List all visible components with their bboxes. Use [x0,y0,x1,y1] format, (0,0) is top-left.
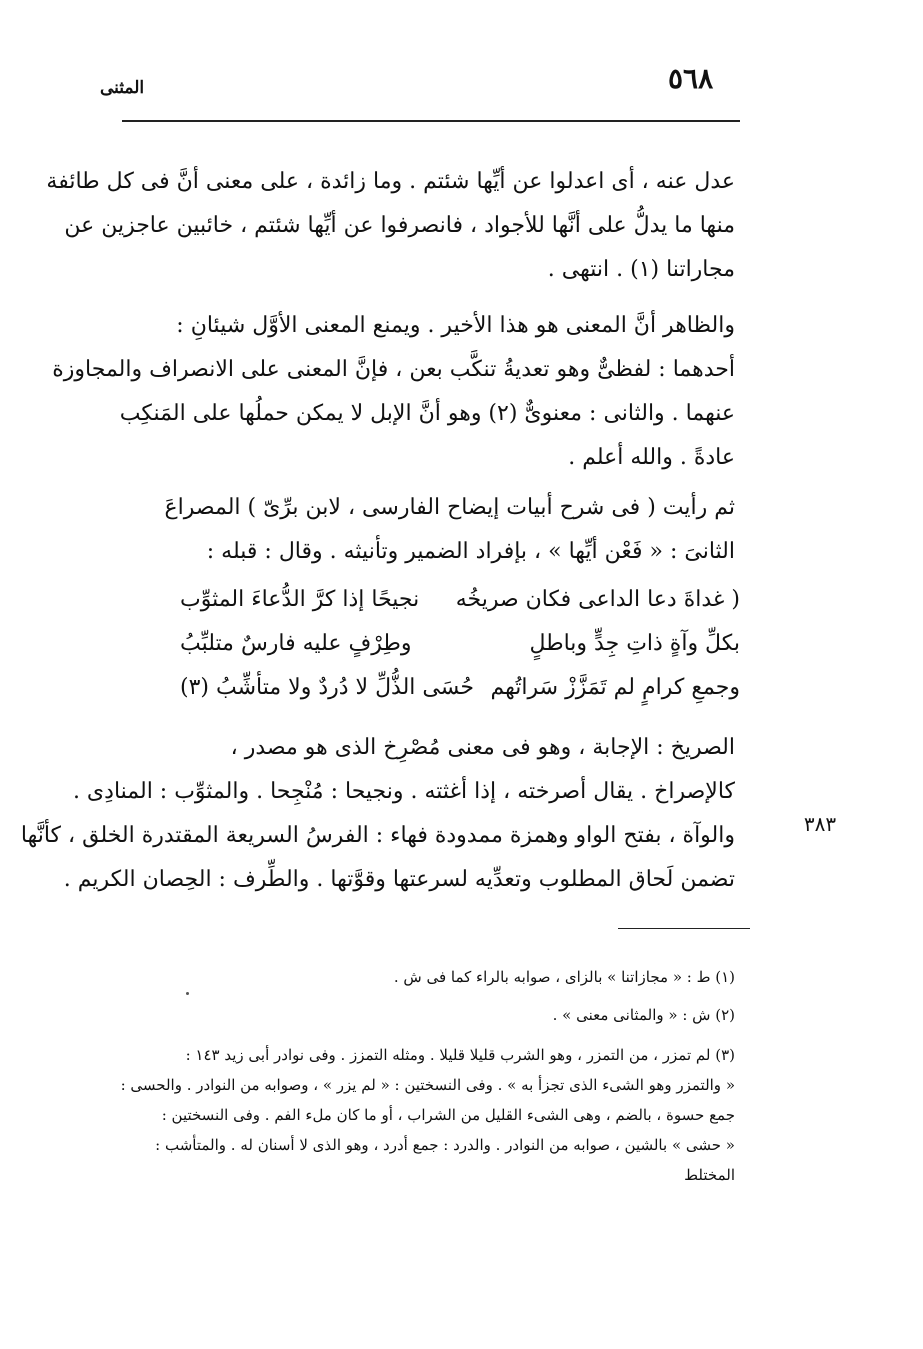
footnote-line: « حشى » بالشين ، صوابه من النوادر . والدرد : جمع أدرد ، وهو الذى لا أسنان له . والمتأشب : [155,1136,735,1154]
text-line: منها ما يدلُّ على أنَّها للأجواد ، فانصرفوا عن أيِّها شئتم ، خائبين عاجزين عن [64,213,735,238]
footnote-1 [95,962,735,992]
footnote-line: (٣) لم تمزر ، من التمزر ، وهو الشرب قليلا قليلا . ومثله التمزز . وفى نوادر أبى زيد ١٤٣ : [185,1046,735,1064]
footnote-3 [95,1040,735,1190]
text-line: والوآة ، بفتح الواو وهمزة ممدودة فهاء : الفرسُ السريعة المقتدرة الخلق ، كأنَّها [20,823,735,848]
footnote-divider [618,928,750,929]
poem-verse [180,578,740,622]
footnote-2 [95,1000,735,1030]
poem-verse [180,622,740,666]
header-divider [122,120,740,122]
text-line: أحدهما : لفظىٌّ وهو تعديةُ تنكَّب بعن ، فإنَّ المعنى على الانصراف والمجاوزة [52,357,735,382]
text-line: تضمن لَحاق المطلوب وتعدِّيه لسرعتها وقوَّتها . والطِّرف : الحِصان الكريم . [63,867,735,892]
verse-first-hemistich: بكلِّ وآةٍ ذاتِ جِدٍّ وباطلٍ [529,631,740,656]
footnote-line: جمع حسوة ، بالضم ، وهى الشىء القليل من الشراب ، أو ما كان ملء الفم . وفى النسختين : [161,1106,735,1124]
text-line: مجاراتنا (١) . انتهى . [547,257,735,282]
verse-first-hemistich: وجمعِ كرامٍ لم تَمَزَّزْ سَراتُهم [490,675,740,700]
margin-page-reference: ٣٨٣ [803,812,837,836]
ink-speck [186,992,189,995]
text-line: الصريخ : الإجابة ، وهو فى معنى مُصْرِخ الذى هو مصدر ، [230,735,735,760]
verse-first-hemistich: ( غداةَ دعا الداعى فكان صريخُه [455,587,740,612]
verse-second-hemistich: نجيحًا إذا كرَّ الدُّعاءَ المثوِّب [180,587,420,612]
paragraph-2 [52,304,735,480]
verse-second-hemistich: حُسَى الذُّلِّ لا دُردٌ ولا متأشِّبُ (٣) [180,675,474,700]
footnote-line: المختلط [684,1166,735,1184]
verse-second-hemistich: وطِرْفٍ عليه فارسٌ متلبِّبُ [180,631,412,656]
paragraph-1 [46,160,735,292]
text-line: والظاهر أنَّ المعنى هو هذا الأخير . ويمنع المعنى الأوَّل شيئانِ : [176,313,735,338]
poem-verse [180,666,740,710]
footnote-line: (١) ط : « مجازاتنا » بالزاى ، صوابه بالراء كما فى ش . [393,968,735,986]
poem [180,578,740,710]
paragraph-3 [95,486,735,574]
footnote-line: (٢) ش : « والمثانى معنى » . [552,1006,735,1024]
text-line: ثم رأيت ( فى شرح أبيات إيضاح الفارسى ، لابن برِّىّ ) المصراعَ [164,495,735,520]
footnote-line: « والتمزر وهو الشىء الذى تجزأ به » . وفى النسختين : « لم يزر » ، وصوابه من النوادر . والحسى : [120,1076,735,1094]
text-line: كالإصراخ . يقال أصرخته ، إذا أغثته . ونجيحا : مُنْجِحا . والمثوِّب : المنادِى . [72,779,735,804]
paragraph-4 [20,726,735,902]
text-line: عنهما . والثانى : معنوىٌّ (٢) وهو أنَّ الإبل لا يمكن حملُها على المَنكِب [119,401,735,426]
text-line: عادةً . والله أعلم . [568,445,735,470]
text-line: عدل عنه ، أى اعدلوا عن أيِّها شئتم . وما زائدة ، على معنى أنَّ فى كل طائفة [46,169,735,194]
page-number: ٥٦٨ [668,62,714,95]
running-title: المثنى [100,78,145,98]
text-line: الثانىَ : « فَعْن أيِّها » ، بإفراد الضمير وتأنيثه . وقال : قبله : [206,539,735,564]
